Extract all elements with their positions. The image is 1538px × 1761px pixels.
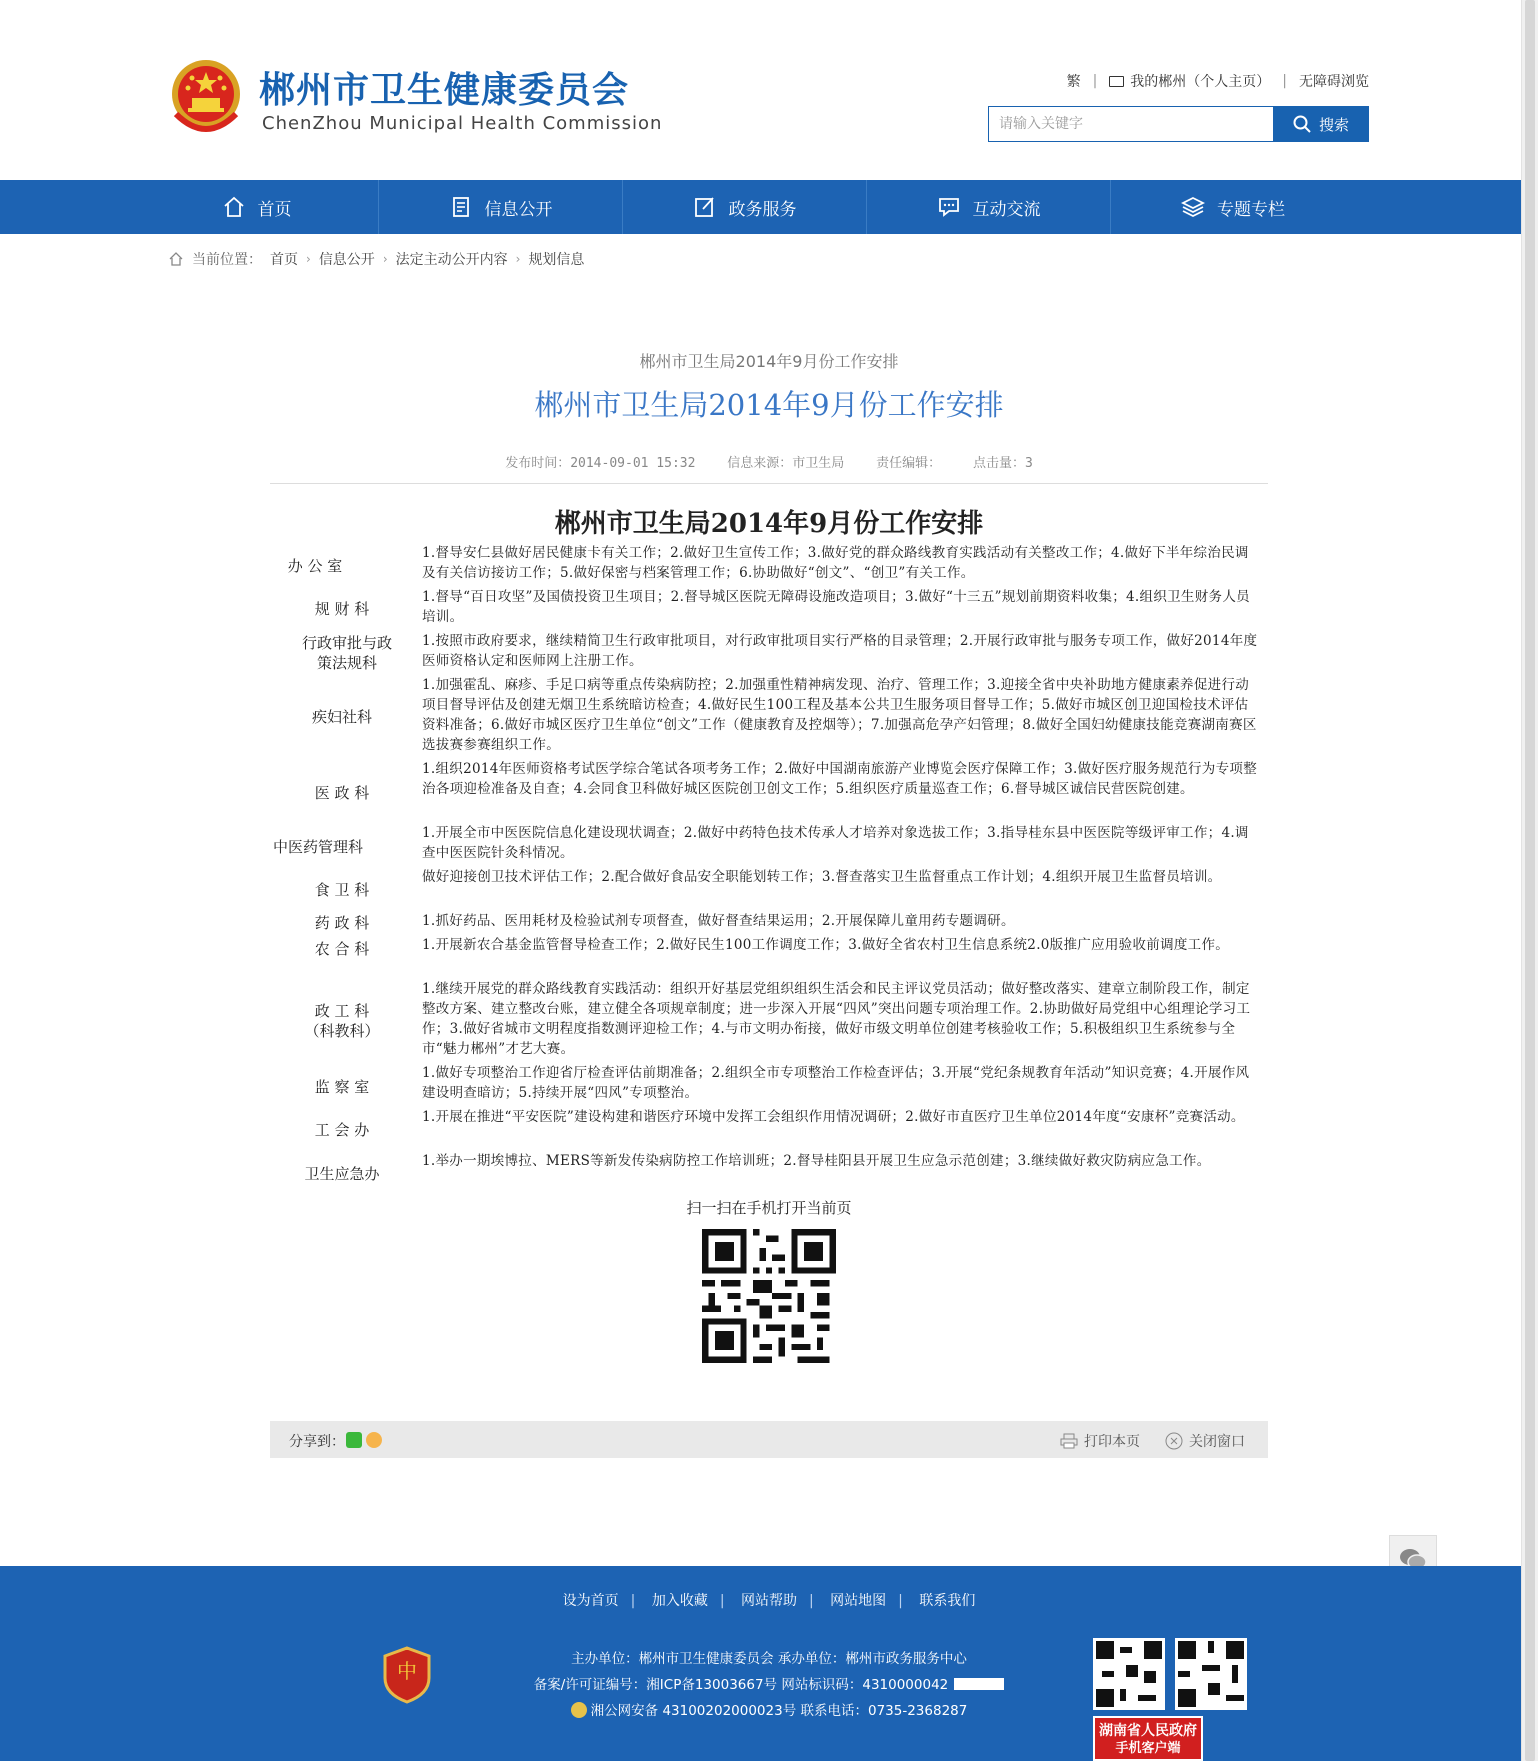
breadcrumb-item-statutory[interactable]: 法定主动公开内容: [395, 252, 508, 268]
qr-code-icon: [1178, 1641, 1244, 1707]
publish-date: 发布时间：2014-09-01 15:32: [505, 456, 696, 471]
national-emblem-icon: [168, 54, 244, 138]
close-label: 关闭窗口: [1189, 1434, 1245, 1450]
qr-code-icon: [1096, 1641, 1162, 1707]
dept-cell: 食 卫 科: [314, 881, 370, 899]
desc-cell: 1.督导安仁县做好居民健康卡有关工作；2.做好卫生宣传工作；3.做好党的群众路线教育实践活动有关整改工作；4.做好下半年综治民调及有关信访接访工作；5.做好保密与档案管理工作；6.协助做好“创文”、“创卫”有关工作。: [422, 545, 1249, 581]
dept-cell: 办 公 室: [287, 557, 343, 575]
separator: |: [630, 1593, 636, 1609]
dept-cell: 政 工 科（科教科）: [304, 1002, 380, 1040]
breadcrumb-item-home[interactable]: 首页: [270, 252, 298, 268]
home-icon: [222, 195, 246, 219]
home-icon: [168, 251, 184, 267]
print-label: 打印本页: [1084, 1434, 1140, 1450]
nav-info-public[interactable]: [379, 180, 623, 234]
main-nav: [0, 180, 1521, 234]
footer-icp: [0, 1672, 1538, 1698]
nav-gov-service[interactable]: [623, 180, 867, 234]
footer-link-help[interactable]: 网站帮助: [741, 1593, 797, 1609]
nav-label: 互动交流: [972, 199, 1041, 220]
search-icon: [1293, 115, 1311, 133]
police-text[interactable]: 湘公网安备 43100202000023号 联系电话：0735-2368287: [590, 1703, 968, 1719]
dept-cell: 行政审批与政策法规科: [302, 634, 393, 672]
desc-cell: 1.抓好药品、医用耗材及检验试剂专项督查，做好督查结果运用；2.开展保障儿童用药专题调研。: [422, 913, 1015, 929]
desc-cell: 1.组织2014年医师资格考试医学综合笔试各项考务工作；2.做好中国湖南旅游产业博览会医疗保障工作；3.做好医疗服务规范行为专项整治各项迎检准备及自查；4.会同食卫科做好城区医院创卫创文工作；5.组织医疗质量巡查工作；6.督导城区诚信民营医院创建。: [422, 761, 1257, 797]
footer-link-set-home[interactable]: 设为首页: [562, 1593, 619, 1609]
monitor-icon: [1109, 76, 1124, 87]
chevron-right-icon: ›: [515, 252, 521, 266]
dept-cell: 卫生应急办: [304, 1165, 380, 1183]
desc-cell: 1.督导“百日攻坚”及国债投资卫生项目；2.督导城区医院无障碍设施改造项目；3.做好“十三五”规划前期资料收集；4.组织卫生财务人员培训。: [422, 589, 1250, 625]
site-subtitle: ChenZhou Municipal Health Commission: [262, 113, 663, 134]
wechat-share-icon[interactable]: [346, 1432, 362, 1448]
nav-label: 信息公开: [484, 199, 553, 220]
search-input[interactable]: 请输入关键字: [988, 106, 1274, 142]
accessibility-link[interactable]: 无障碍浏览: [1299, 74, 1369, 90]
dept-cell: 农 合 科: [314, 940, 370, 958]
share-label: 分享到：: [289, 1434, 345, 1450]
dept-cell: 中医药管理科: [272, 838, 363, 856]
article-title: 郴州市卫生局2014年9月份工作安排: [534, 388, 1004, 422]
my-chenzhou-label: 我的郴州（个人主页）: [1130, 74, 1271, 90]
desc-cell: 做好迎接创卫技术评估工作；2.配合做好食品安全职能划转工作；3.督查落实卫生监督重点工作计划；4.组织开展卫生监督员培训。: [422, 869, 1222, 885]
top-links: [1067, 71, 1369, 91]
divider: [270, 483, 1268, 484]
print-button[interactable]: [1060, 1431, 1140, 1451]
document-icon: [449, 195, 473, 219]
page-qr-code-icon: [702, 1229, 836, 1363]
desc-cell: 1.开展全市中医医院信息化建设现状调查；2.做好中药特色技术传承人才培养对象选拔工作；3.指导桂东县中医医院等级评审工作；4.调查中医医院针灸科情况。: [422, 825, 1249, 861]
footer-info: [0, 1646, 1538, 1724]
footer-organizer: 主办单位：郴州市卫生健康委员会 承办单位：郴州市政务服务中心: [571, 1651, 967, 1667]
footer-link-contact[interactable]: 联系我们: [919, 1593, 976, 1609]
hit-count: 点击量：3: [972, 456, 1033, 471]
my-chenzhou-link[interactable]: [1109, 71, 1270, 91]
breadcrumb-item-planning[interactable]: 规划信息: [528, 252, 585, 268]
site-id-badge-icon: [954, 1678, 1004, 1690]
dept-cell: 疾妇社科: [311, 708, 372, 726]
desc-cell: 1.举办一期埃博拉、MERS等新发传染病防控工作培训班；2.督导桂阳县开展卫生应急示范创建；3.继续做好救灾防病应急工作。: [422, 1153, 1211, 1169]
layers-icon: [1181, 195, 1205, 219]
chevron-right-icon: ›: [382, 252, 388, 266]
desc-cell: 1.开展在推进“平安医院”建设构建和谐医疗环境中发挥工会组织作用情况调研；2.做好市直医疗卫生单位2014年度“安康杯”竞赛活动。: [422, 1109, 1245, 1125]
editor: 责任编辑：: [876, 456, 942, 471]
desc-cell: 1.加强霍乱、麻疹、手足口病等重点传染病防控；2.加强重性精神病发现、治疗、管理工作；3.迎接全省中央补助地方健康素养促进行动项目督导评估及创建无烟卫生系统暗访检查；4.做好民生100工程及基本公共卫生服务项目督导工作；5.做好市城区创卫迎国检技术评估资料准备；6.做好市城区医疗卫生单位“创文”工作（健康教育及控烟等）；7.加强高危孕产妇管理；8.做好全国妇幼健康技能竞赛湖南赛区选拔赛参赛组织工作。: [422, 677, 1257, 753]
nav-label: 政务服务: [728, 199, 797, 220]
scrollbar-thumb[interactable]: [1525, 0, 1535, 1761]
footer-link-sitemap[interactable]: 网站地图: [830, 1593, 887, 1609]
footer-links: [0, 1590, 1538, 1610]
search-button-label: 搜索: [1318, 115, 1349, 134]
footer-qr-1: [1093, 1638, 1165, 1710]
site-title[interactable]: 郴州市卫生健康委员会: [259, 70, 630, 111]
close-icon: [1165, 1432, 1183, 1450]
separator: |: [809, 1593, 814, 1609]
nav-special-topics[interactable]: [1111, 180, 1355, 234]
hunan-gov-label: 湖南省人民政府: [1099, 1723, 1197, 1739]
info-source: 信息来源：市卫生局: [727, 456, 845, 471]
footer-police: [0, 1698, 1538, 1724]
chat-icon: [937, 195, 961, 219]
nav-home[interactable]: [135, 180, 379, 234]
breadcrumb: [168, 249, 584, 269]
desc-cell: 1.按照市政府要求，继续精简卫生行政审批项目，对行政审批项目实行严格的目录管理；2.开展行政审批与服务专项工作，做好2014年度医师资格认定和医师网上注册工作。: [422, 633, 1258, 669]
close-window-button[interactable]: [1165, 1431, 1245, 1451]
police-badge-icon: [571, 1702, 587, 1718]
edit-icon: [693, 195, 717, 219]
separator: |: [1092, 73, 1098, 89]
article-meta: [270, 452, 1268, 471]
dept-cell: 监 察 室: [314, 1078, 370, 1096]
page-scrollbar[interactable]: [1521, 0, 1538, 1761]
footer-link-favorite[interactable]: 加入收藏: [651, 1593, 708, 1609]
share-bar: [270, 1421, 1268, 1458]
dept-cell: 医 政 科: [314, 784, 370, 802]
dept-cell: 药 政 科: [314, 914, 370, 932]
search-button[interactable]: [1273, 106, 1369, 142]
hunan-app-label: 手机客户端: [1115, 1741, 1181, 1756]
dept-cell: 工 会 办: [314, 1121, 370, 1139]
chevron-right-icon: ›: [306, 252, 311, 266]
content-title: 郴州市卫生局2014年9月份工作安排: [554, 509, 984, 539]
site-footer: [0, 1566, 1521, 1761]
icp-text[interactable]: 备案/许可证编号：湘ICP备13003667号 网站标识码：4310000042: [533, 1677, 949, 1693]
separator: |: [1282, 73, 1287, 89]
printer-icon: [1060, 1433, 1078, 1449]
breadcrumb-label: 当前位置：: [192, 252, 262, 268]
dept-cell: 规 财 科: [314, 600, 370, 618]
weibo-share-icon[interactable]: [366, 1432, 382, 1448]
separator: |: [898, 1593, 903, 1609]
nav-label: 专题专栏: [1217, 199, 1285, 220]
nav-label: 首页: [257, 199, 292, 220]
nav-interaction[interactable]: [867, 180, 1111, 234]
separator: |: [719, 1593, 725, 1609]
qr-caption: 扫一扫在手机打开当前页: [686, 1199, 852, 1217]
traditional-chinese-link[interactable]: 繁: [1066, 74, 1081, 90]
footer-qr-2: [1175, 1638, 1247, 1710]
desc-cell: 1.做好专项整治工作迎省厅检查评估前期准备；2.组织全市专项整治工作检查评估；3.开展“党纪条规教育年活动”知识竞赛；4.开展作风建设明查暗访；5.持续开展“四风”专项整治。: [422, 1065, 1250, 1101]
desc-cell: 1.开展新农合基金监管督导检查工作；2.做好民生100工作调度工作；3.做好全省农村卫生信息系统2.0版推广应用验收前调度工作。: [422, 937, 1230, 953]
svg-text:中: 中: [397, 1659, 417, 1683]
article-subtitle: 郴州市卫生局2014年9月份工作安排: [639, 352, 899, 371]
breadcrumb-item-info[interactable]: 信息公开: [318, 252, 375, 268]
desc-cell: 1.继续开展党的群众路线教育实践活动：组织开好基层党组织组织生活会和民主评议党员活动；做好整改落实、建章立制阶段工作，制定整改方案、建立整改台账，建立健全各项规章制度；进一步深入开展“四风”突出问题专项治理工作。2.协助做好局党组中心组理论学习工作；3.做好省城市文明程度指数测评迎检工作；4.与市文明办衔接，做好市级文明单位创建考核验收工作；5.积极组织卫生系统参与全市“魅力郴州”才艺大赛。: [422, 981, 1251, 1057]
site-header: [0, 0, 1521, 180]
hunan-gov-app-badge[interactable]: [1093, 1716, 1203, 1761]
